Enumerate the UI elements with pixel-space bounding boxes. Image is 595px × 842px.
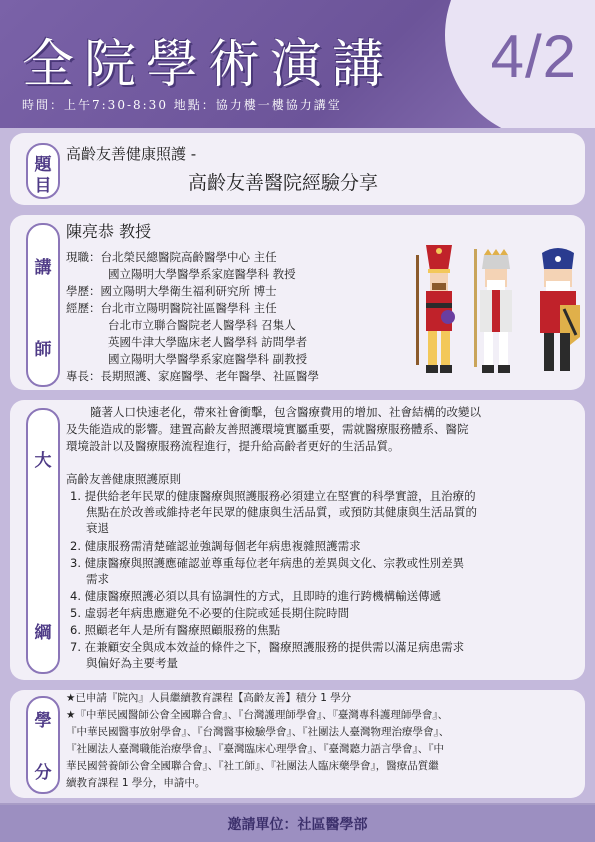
topic-line-2: 高齡友善醫院經驗分享 — [188, 172, 379, 194]
outline-intro-line: 隨著人口快速老化，帶來社會衝擊，包含醫療費用的增加、社會結構的改變以 — [90, 405, 481, 419]
speaker-line: 學歷：國立陽明大學衛生福利研究所 博士 — [66, 284, 277, 298]
nutcracker-2-icon — [474, 249, 512, 373]
topic-tag — [26, 143, 60, 199]
speaker-name: 陳亮恭 教授 — [66, 222, 152, 241]
outline-item: 3. 健康醫療與照護應確認並尊重每位老年病患的差異與文化、宗教或性別差異 — [70, 556, 465, 570]
outline-intro-line: 及失能造成的影響。建置高齡友善照護環境實屬重要，需就醫療服務體系、醫院 — [66, 422, 469, 436]
outline-item: 需求 — [86, 572, 109, 586]
nutcracker-3-icon — [540, 248, 580, 371]
credits-panel — [10, 690, 585, 798]
header-banner — [0, 0, 595, 128]
footer — [0, 805, 595, 842]
speaker-panel — [10, 215, 585, 390]
time-location: 時間：上午7:30-8:30 地點：協力樓一樓協力講堂 — [22, 98, 342, 112]
topic-panel — [10, 133, 585, 205]
credits-line: 『社團法人臺灣職能治療學會』、『臺灣臨床心理學會』、『臺灣聽力語言學會』、『中 — [66, 743, 444, 755]
topic-line-1: 高齡友善健康照護 - — [66, 145, 197, 163]
outline-item: 與偏好為主要考量 — [86, 656, 178, 670]
outline-intro-line: 環境設計以及醫療服務流程進行，提升給高齡者更好的生活品質。 — [66, 439, 400, 453]
credits-tag — [26, 696, 60, 794]
speaker-line: 英國牛津大學臨床老人醫學科 訪問學者 — [108, 335, 308, 349]
topic-tag-char-2: 目 — [34, 176, 52, 196]
organizer: 邀請單位：社區醫學部 — [227, 817, 368, 833]
outline-item: 焦點在於改善或維持老年民眾的健康與生活品質，或預防其健康與生活品質的 — [86, 505, 477, 519]
speaker-line: 現職：台北榮民總醫院高齡醫學中心 主任 — [66, 250, 277, 264]
topic-tag-char-1: 題 — [34, 155, 52, 175]
speaker-line: 國立陽明大學醫學系家庭醫學科 教授 — [108, 267, 296, 281]
speaker-tag-char-1: 講 — [34, 258, 52, 278]
nutcracker-illustration — [408, 245, 584, 390]
credits-line: 續教育課程 1 學分，申請中。 — [66, 777, 206, 789]
credits-line: ★『中華民國醫師公會全國聯合會』、『台灣護理師學會』、『臺灣專科護理師學會』、 — [66, 709, 449, 721]
outline-item: 7. 在兼顧安全與成本效益的條件之下，醫療照護服務的提供需以滿足病患需求 — [70, 640, 465, 654]
credits-line: 『中華民國醫事放射學會』、『台灣醫事檢驗學會』、『社團法人臺灣物理治療學會』、 — [66, 726, 450, 738]
outline-tag-char-1: 大 — [34, 451, 52, 471]
outline-item: 4. 健康醫療照護必須以具有協調性的方式，且即時的進行跨機構輸送傳遞 — [70, 589, 442, 603]
outline-heading: 高齡友善健康照護原則 — [66, 472, 181, 486]
speaker-line: 台北市立聯合醫院老人醫學科 召集人 — [108, 318, 296, 332]
outline-item: 5. 虛弱老年病患應避免不必要的住院或延長期住院時間 — [70, 606, 350, 620]
speaker-line: 經歷：台北市立陽明醫院社區醫學科 主任 — [66, 301, 277, 315]
page-title: 全院學術演講 — [22, 35, 395, 95]
credits-line: 華民國營養師公會全國聯合會』、『社工師』、『社團法人臨床藥學會』，醫療品質繼 — [66, 760, 439, 772]
credits-tag-char-1: 學 — [34, 711, 52, 731]
speaker-line: 國立陽明大學醫學系家庭醫學科 副教授 — [108, 352, 308, 366]
nutcracker-1-icon — [416, 245, 455, 373]
outline-item: 2. 健康服務需清楚確認並強調每個老年病患複雜照護需求 — [70, 539, 361, 553]
credits-tag-char-2: 分 — [34, 763, 52, 783]
credits-line: ★已申請『院內』人員繼續教育課程【高齡友善】積分 1 學分 — [66, 692, 352, 704]
outline-tag-char-2: 綱 — [34, 623, 52, 643]
event-date: 4/2 — [490, 23, 577, 90]
speaker-line: 專長：長期照護、家庭醫學、老年醫學、社區醫學 — [66, 369, 319, 383]
outline-item: 衰退 — [86, 521, 109, 535]
outline-item: 1. 提供給老年民眾的健康醫療與照護服務必須建立在堅實的科學實證，且治療的 — [70, 489, 476, 503]
speaker-tag-char-2: 師 — [34, 340, 52, 360]
outline-item: 6. 照顧老年人是所有醫療照顧服務的焦點 — [70, 623, 281, 637]
outline-panel — [10, 400, 585, 680]
speaker-tag — [26, 223, 60, 387]
outline-tag — [26, 408, 60, 674]
